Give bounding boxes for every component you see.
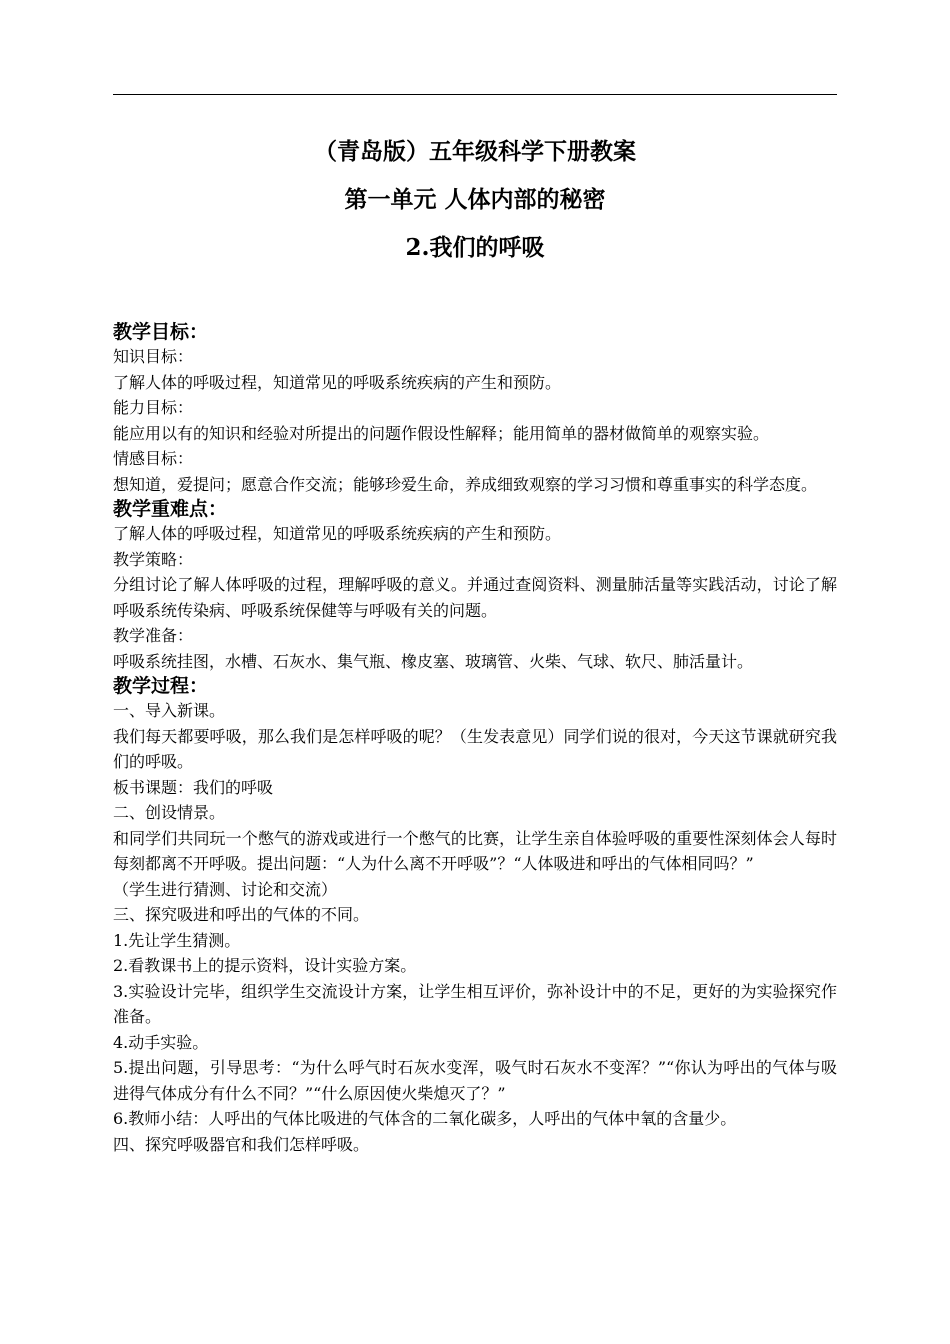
paragraph: （学生进行猜测、讨论和交流）: [113, 879, 338, 899]
lesson-body: [113, 320, 837, 1157]
paragraph: 呼吸系统挂图，水槽、石灰水、集气瓶、橡皮塞、玻璃管、火柴、气球、软尺、肺活量计。: [113, 651, 754, 671]
paragraph: 能力目标：: [113, 398, 194, 417]
paragraph: 情感目标：: [113, 449, 194, 468]
paragraph: 能应用以有的知识和经验对所提出的问题作假设性解释；能用简单的器材做简单的观察实验。: [113, 423, 770, 443]
lesson-title: 2.我们的呼吸: [405, 234, 545, 261]
unit-title: 第一单元 人体内部的秘密: [344, 186, 606, 213]
paragraph: 二、创设情景。: [113, 803, 226, 822]
paragraph: 4.动手实验。: [113, 1032, 209, 1052]
paragraph: 了解人体的呼吸过程，知道常见的呼吸系统疾病的产生和预防。: [113, 372, 562, 392]
paragraph: 三、探究吸进和呼出的气体的不同。: [113, 905, 370, 924]
section-heading: 教学过程：: [113, 675, 209, 697]
paragraph: 板书课题：我们的呼吸: [113, 777, 274, 797]
paragraph: 教学策略：: [113, 549, 194, 569]
document-title: （青岛版）五年级科学下册教案: [314, 138, 636, 165]
header-rule: [113, 94, 837, 95]
paragraph: 2.看教课书上的提示资料，设计实验方案。: [113, 956, 417, 975]
paragraph: 分组讨论了解人体呼吸的过程，理解呼吸的意义。并通过查阅资料、测量肺活量等实践活动，讨论了解呼吸系统传染病、呼吸系统保健等与呼吸有关的问题。: [113, 575, 837, 620]
paragraph: 我们每天都要呼吸，那么我们是怎样呼吸的呢？（生发表意见）同学们说的很对，今天这节课就研究我们的呼吸。: [113, 726, 837, 771]
paragraph: 3.实验设计完毕，组织学生交流设计方案，让学生相互评价，弥补设计中的不足，更好的为实验探究作准备。: [113, 981, 837, 1026]
paragraph: 一、导入新课。: [113, 701, 226, 720]
paragraph: 知识目标：: [113, 347, 194, 366]
paragraph: 四、探究呼吸器官和我们怎样呼吸。: [113, 1134, 370, 1154]
paragraph: 1.先让学生猜测。: [113, 930, 241, 950]
paragraph: 5.提出问题，引导思考：“为什么呼气时石灰水变浑，吸气时石灰水不变浑？”“你认为呼出的气体与吸进得气体成分有什么不同？”“什么原因使火柴熄灭了？”: [113, 1058, 837, 1103]
section-heading: 教学目标：: [113, 321, 209, 343]
paragraph: 教学准备：: [113, 626, 194, 645]
section-heading: 教学重难点：: [113, 498, 228, 520]
title-block: [113, 128, 837, 272]
paragraph: 了解人体的呼吸过程，知道常见的呼吸系统疾病的产生和预防。: [113, 524, 562, 543]
paragraph: 6.教师小结：人呼出的气体比吸进的气体含的二氧化碳多，人呼出的气体中氧的含量少。: [113, 1109, 737, 1128]
paragraph: 和同学们共同玩一个憋气的游戏或进行一个憋气的比赛，让学生亲自体验呼吸的重要性深刻体会人每时每刻都离不开呼吸。提出问题：“人为什么离不开呼吸”？“人体吸进和呼出的气体相同吗？”: [113, 828, 837, 873]
paragraph: 想知道，爱提问；愿意合作交流；能够珍爱生命，养成细致观察的学习习惯和尊重事实的科学态度。: [113, 474, 818, 494]
